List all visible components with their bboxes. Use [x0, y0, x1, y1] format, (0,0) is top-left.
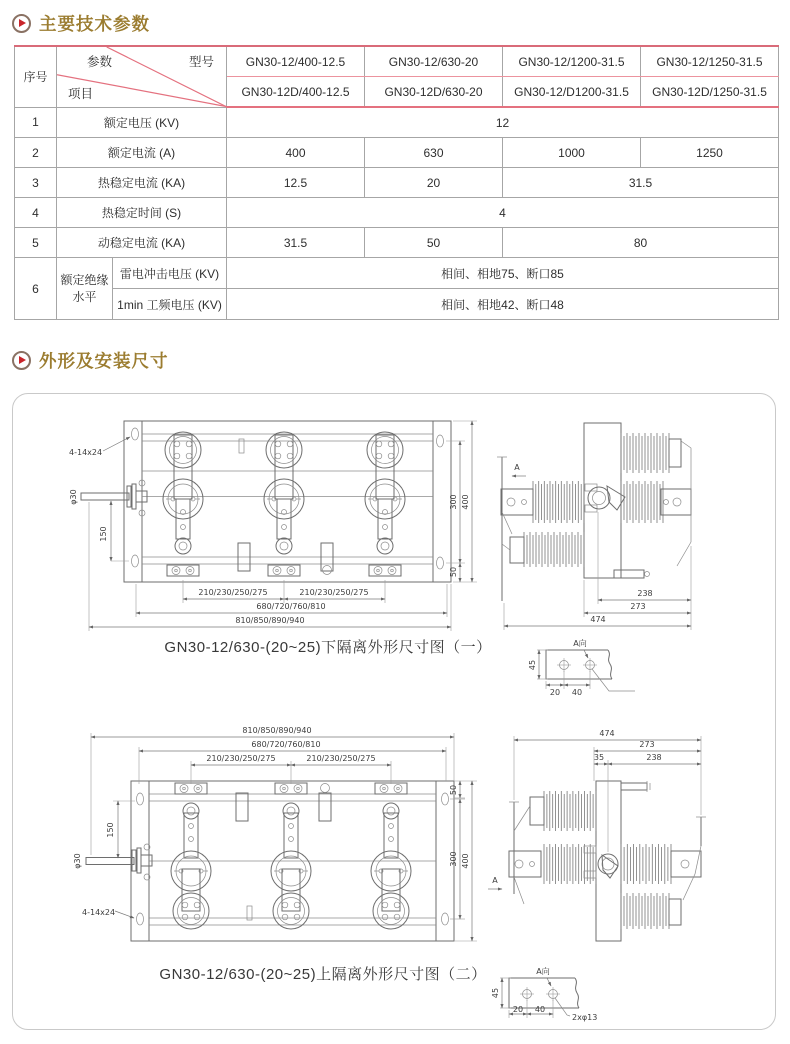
fig2-detail-note: 2xφ13 [572, 1013, 598, 1022]
header-seq: 序号 [15, 46, 57, 107]
fig2-dim-238: 238 [646, 753, 662, 762]
table-row [15, 228, 779, 258]
fig1-detail-45: 45 [528, 659, 537, 671]
table-row [15, 138, 779, 168]
fig2-dim-pitch: 210/230/250/275 [306, 754, 376, 763]
model-col-header: GN30-12/D1200-31.5 [503, 77, 641, 108]
row-value: 12 [227, 107, 779, 138]
fig1-dim-pitch: 210/230/250/275 [198, 588, 268, 597]
fig1-view-label: A [514, 463, 520, 472]
row-no: 6 [15, 258, 57, 320]
row-value: 相间、相地42、断口48 [227, 289, 779, 320]
row-label: 动稳定电流 (KA) [57, 228, 227, 258]
fig2-detail-40: 40 [534, 1005, 546, 1014]
fig2-hole-note: 4-14x24 [82, 908, 116, 917]
fig2-detail-label: A向 [536, 967, 550, 976]
fig2-dim-50: 50 [449, 784, 458, 796]
fig2-side-view [488, 729, 706, 941]
row-no: 3 [15, 168, 57, 198]
fig1-front-view [69, 421, 477, 631]
model-col-header: GN30-12/1200-31.5 [503, 46, 641, 77]
row-value: 4 [227, 198, 779, 228]
model-col-header: GN30-12/1250-31.5 [641, 46, 779, 77]
row-no: 2 [15, 138, 57, 168]
model-col-header: GN30-12D/1250-31.5 [641, 77, 779, 108]
fig2-dim-35: 35 [593, 753, 605, 762]
fig2-dim-474: 474 [599, 729, 615, 738]
fig1-dim-300: 300 [449, 494, 458, 510]
fig1-dim-outer-width: 810/850/890/940 [235, 616, 305, 625]
section-title: 外形及安装尺寸 [39, 351, 169, 371]
row-value: 80 [503, 228, 779, 258]
row-no: 4 [15, 198, 57, 228]
table-row [15, 289, 779, 320]
spec-table [14, 45, 779, 320]
row-label: 热稳定电流 (KA) [57, 168, 227, 198]
model-col-header: GN30-12D/630-20 [365, 77, 503, 108]
row-group-label: 额定绝缘水平 [57, 258, 113, 320]
table-row [15, 198, 779, 228]
row-value: 20 [365, 168, 503, 198]
row-value: 1250 [641, 138, 779, 168]
fig1-dim-273: 273 [630, 602, 646, 611]
fig1-dim-150: 150 [99, 526, 108, 542]
fig2-dim-inner-width: 680/720/760/810 [251, 740, 321, 749]
fig1-detail-view [528, 638, 635, 697]
fig2-detail-45: 45 [491, 987, 500, 999]
play-bullet-icon [12, 14, 31, 33]
header-param: 参数 [87, 55, 113, 69]
play-bullet-icon [12, 351, 31, 370]
fig1-detail-label: A向 [573, 639, 587, 648]
fig1-caption: GN30-12/630-(20~25)下隔离外形尺寸图（一） [164, 639, 492, 656]
fig1-dim-inner-width: 680/720/760/810 [256, 602, 326, 611]
header-diagonal-cell [57, 46, 227, 107]
section-header-parameters [12, 11, 150, 36]
fig2-front-view [73, 726, 477, 941]
row-value: 31.5 [227, 228, 365, 258]
fig1-dim-pitch: 210/230/250/275 [299, 588, 369, 597]
row-value: 50 [365, 228, 503, 258]
fig1-dim-474: 474 [590, 615, 606, 624]
row-no: 5 [15, 228, 57, 258]
fig1-side-view [497, 423, 691, 630]
drawings-panel [12, 393, 776, 1030]
table-row [15, 168, 779, 198]
model-col-header: GN30-12/400-12.5 [227, 46, 365, 77]
table-row [15, 258, 779, 289]
row-value: 1000 [503, 138, 641, 168]
fig2-dim-shaft: φ30 [73, 853, 82, 869]
row-label: 额定电压 (KV) [57, 107, 227, 138]
row-value: 相间、相地75、断口85 [227, 258, 779, 289]
table-row [15, 107, 779, 138]
row-value: 12.5 [227, 168, 365, 198]
fig2-detail-20: 20 [512, 1005, 524, 1014]
fig2-dim-300: 300 [449, 851, 458, 867]
fig1-detail-40: 40 [571, 688, 583, 697]
model-col-header: GN30-12/630-20 [365, 46, 503, 77]
row-value: 630 [365, 138, 503, 168]
fig1-dim-shaft: φ30 [69, 489, 78, 505]
header-model: 型号 [188, 55, 214, 69]
row-sublabel: 雷电冲击电压 (KV) [113, 258, 227, 289]
fig1-detail-20: 20 [549, 688, 561, 697]
fig1-hole-note: 4-14x24 [69, 448, 103, 457]
header-item: 项目 [68, 86, 94, 101]
section-header-dimensions [12, 348, 169, 373]
row-value: 400 [227, 138, 365, 168]
fig2-dim-150: 150 [106, 822, 115, 838]
fig1-dim-400: 400 [461, 494, 470, 510]
fig2-dim-400: 400 [461, 853, 470, 869]
drawings-svg [13, 394, 775, 1029]
fig2-dim-outer-width: 810/850/890/940 [242, 726, 312, 735]
fig2-view-label: A [492, 876, 498, 885]
row-no: 1 [15, 107, 57, 138]
fig2-dim-273: 273 [639, 740, 655, 749]
fig1-dim-238: 238 [637, 589, 653, 598]
row-value: 31.5 [503, 168, 779, 198]
row-sublabel: 1min 工频电压 (KV) [113, 289, 227, 320]
row-label: 额定电流 (A) [57, 138, 227, 168]
fig2-dim-pitch: 210/230/250/275 [206, 754, 276, 763]
row-label: 热稳定时间 (S) [57, 198, 227, 228]
fig1-dim-50: 50 [449, 566, 458, 578]
model-col-header: GN30-12D/400-12.5 [227, 77, 365, 108]
section-title: 主要技术参数 [39, 14, 150, 34]
fig2-detail-view [491, 966, 597, 1022]
fig2-caption: GN30-12/630-(20~25)上隔离外形尺寸图（二） [159, 966, 487, 983]
